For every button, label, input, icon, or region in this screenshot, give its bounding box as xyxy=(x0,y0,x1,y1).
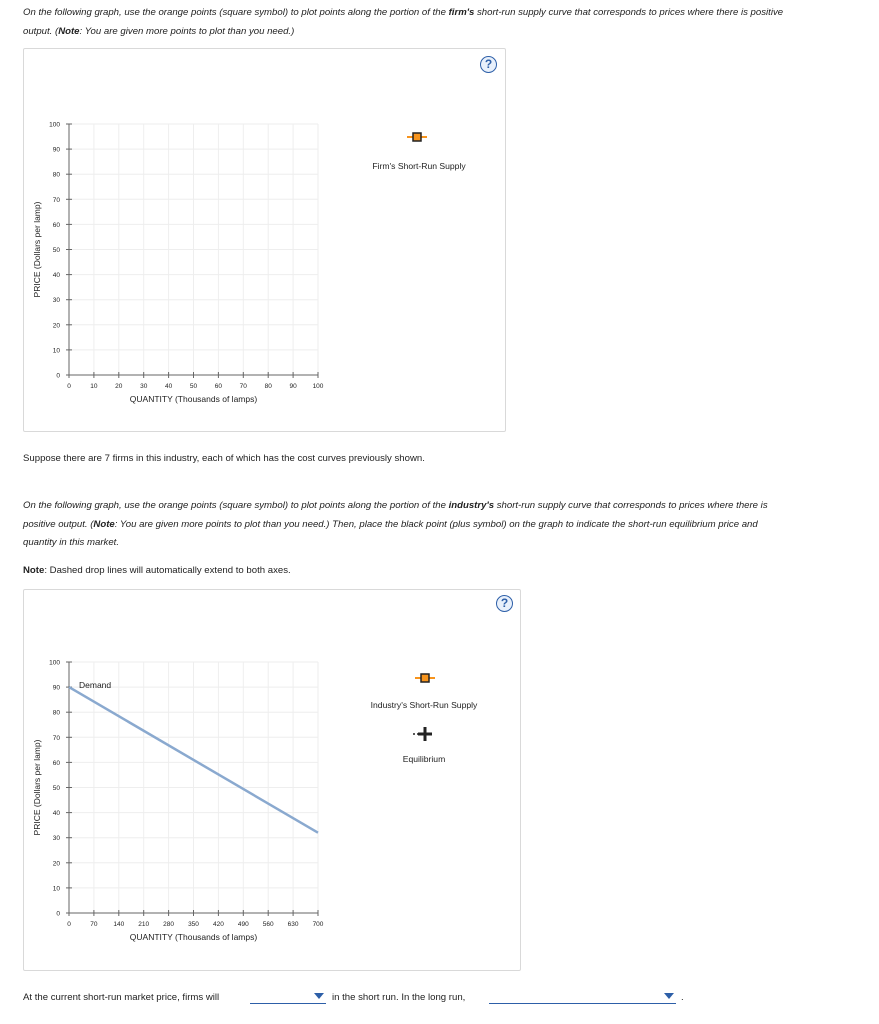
x-tick-label: 560 xyxy=(262,921,274,928)
x-tick-label: 700 xyxy=(312,921,324,928)
orange-square-icon xyxy=(421,674,429,682)
x-axis-title: QUANTITY (Thousands of lamps) xyxy=(129,932,258,942)
chevron-down-icon xyxy=(314,993,324,999)
y-tick-label: 100 xyxy=(49,121,60,129)
x-tick-label: 350 xyxy=(188,921,199,928)
long-run-dropdown[interactable] xyxy=(489,990,676,1004)
x-axis-title: QUANTITY (Thousands of lamps) xyxy=(129,394,258,404)
x-tick-label: 0 xyxy=(67,921,71,928)
legend-industry-supply-label: Industry's Short-Run Supply xyxy=(370,700,478,710)
x-tick-label: 80 xyxy=(264,383,272,390)
x-tick-label: 70 xyxy=(239,383,247,390)
y-tick-label: 10 xyxy=(52,885,60,893)
y-tick-label: 40 xyxy=(52,272,60,280)
y-axis-title: PRICE (Dollars per lamp) xyxy=(32,201,42,298)
y-tick-label: 80 xyxy=(52,171,60,179)
orange-square-icon xyxy=(413,133,421,141)
instructions-graph-2: On the following graph, use the orange points (square symbol) to plot points along the portion of the industry's short-run supply curve that corresponds to prices where there is positive output. (Note: You are given more points to plot than you need.) Then, place the black point (plus symbol) on the graph to indicate the short-run equilibrium price and quantity in this market. xyxy=(23,500,768,548)
y-tick-label: 70 xyxy=(52,196,60,204)
x-tick-label: 90 xyxy=(289,383,297,390)
firms-count-text: Suppose there are 7 firms in this industry, each of which has the cost curves previously shown. xyxy=(23,453,425,464)
x-tick-label: 60 xyxy=(214,383,223,390)
x-tick-label: 50 xyxy=(189,383,198,390)
y-tick-label: 80 xyxy=(52,709,60,717)
x-tick-label: 20 xyxy=(115,383,123,390)
y-tick-label: 90 xyxy=(52,146,60,154)
x-tick-label: 420 xyxy=(212,921,224,928)
bottom-text-2: in the short run. In the long run, xyxy=(332,992,466,1003)
y-tick-label: 40 xyxy=(52,810,60,818)
x-tick-label: 100 xyxy=(312,383,324,390)
y-axis-title: PRICE (Dollars per lamp) xyxy=(32,739,42,836)
y-tick-label: 0 xyxy=(56,372,60,380)
y-tick-label: 20 xyxy=(52,322,60,330)
x-tick-label: 630 xyxy=(287,921,299,928)
legend-firm-supply-label: Firm's Short-Run Supply xyxy=(372,161,466,171)
demand-curve-label: Demand xyxy=(79,680,112,691)
y-tick-label: 50 xyxy=(52,247,60,254)
x-tick-label: 30 xyxy=(140,383,148,390)
y-tick-label: 50 xyxy=(52,785,60,792)
x-tick-label: 10 xyxy=(90,383,98,390)
x-tick-label: 40 xyxy=(164,383,173,390)
x-tick-label: 0 xyxy=(67,383,71,390)
graph-panel-firm xyxy=(23,48,506,432)
x-tick-label: 490 xyxy=(237,921,249,928)
industry-market-graph[interactable] xyxy=(24,590,522,972)
y-tick-label: 20 xyxy=(52,860,60,868)
bottom-text-end: . xyxy=(681,992,684,1003)
y-tick-label: 0 xyxy=(56,910,60,918)
drop-lines-note: Note: Dashed drop lines will automatically extend to both axes. xyxy=(23,565,291,576)
x-tick-label: 280 xyxy=(163,921,175,928)
y-tick-label: 100 xyxy=(49,659,60,667)
y-tick-label: 60 xyxy=(52,221,60,229)
x-tick-label: 210 xyxy=(138,921,150,928)
firm-supply-graph[interactable] xyxy=(24,49,507,433)
graph-panel-industry xyxy=(23,589,521,971)
y-tick-label: 30 xyxy=(52,835,60,843)
y-tick-label: 70 xyxy=(52,734,60,742)
y-tick-label: 30 xyxy=(52,297,60,305)
x-tick-label: 70 xyxy=(90,921,98,928)
help-icon[interactable]: ? xyxy=(480,56,497,73)
x-tick-label: 140 xyxy=(113,921,125,928)
bottom-text-1: At the current short-run market price, firms will xyxy=(23,992,220,1003)
black-plus-icon xyxy=(418,727,432,741)
chevron-down-icon xyxy=(664,993,674,999)
help-icon[interactable]: ? xyxy=(496,595,513,612)
firms-action-dropdown[interactable] xyxy=(250,990,326,1004)
instructions-graph-1: On the following graph, use the orange points (square symbol) to plot points along the portion of the firm's short-run supply curve that corresponds to prices where there is positive output. (Note: You are given more points to plot than you need.) xyxy=(23,7,784,37)
y-tick-label: 60 xyxy=(52,759,60,767)
legend-equilibrium-label: Equilibrium xyxy=(402,754,446,764)
y-tick-label: 90 xyxy=(52,684,60,692)
y-tick-label: 10 xyxy=(52,347,60,355)
